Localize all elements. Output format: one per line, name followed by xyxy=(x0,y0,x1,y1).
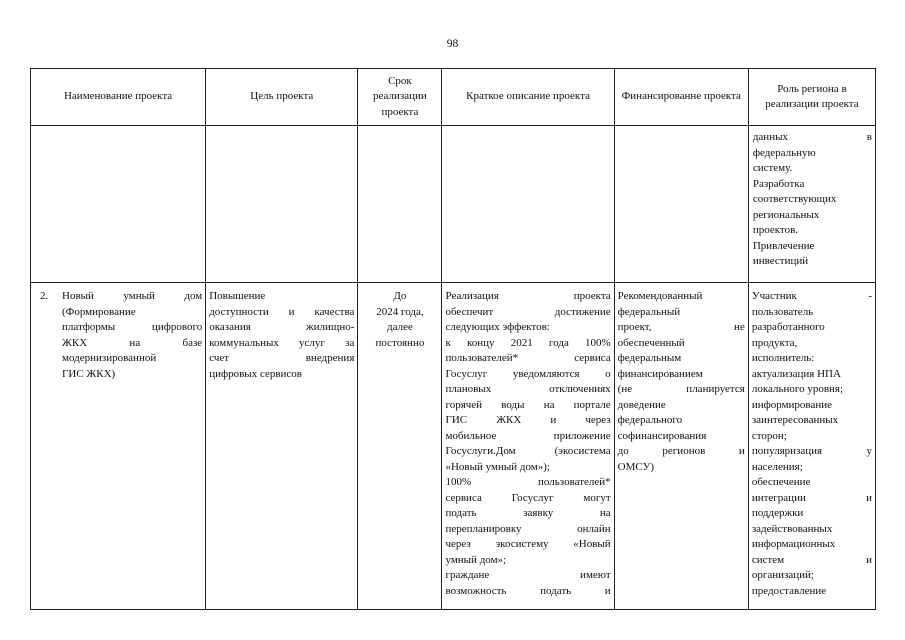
text-line: соответствующих xyxy=(752,193,837,205)
text-line: пользователь xyxy=(751,305,814,318)
text-line: оказания жилищно- xyxy=(209,321,355,333)
text-line: Разработка xyxy=(752,177,805,190)
text-line: через экосистему «Новый xyxy=(445,538,611,550)
cell-empty xyxy=(358,126,442,283)
cell-empty xyxy=(614,126,748,283)
text-line: обеспеченный xyxy=(617,336,685,349)
text-line: финансированием xyxy=(617,367,703,380)
text-line: Рекомендованный xyxy=(617,290,703,302)
text-line: Реализация проекта xyxy=(445,290,611,302)
text-line: исполнитель: xyxy=(751,352,815,364)
text-line: умный дом»; xyxy=(445,553,507,566)
row-number: 2. xyxy=(40,290,49,302)
cell-region-role-continued xyxy=(748,126,875,283)
text-line: ГИС ЖКХ и через xyxy=(445,414,611,426)
page-number: 98 xyxy=(446,38,459,50)
text-line: поддержки xyxy=(751,507,804,519)
text-line: локального уровня; xyxy=(751,383,844,395)
text-line: мобильное приложение xyxy=(445,429,611,442)
cell-project-financing xyxy=(614,283,748,610)
text-line: проект, не xyxy=(617,321,745,333)
text-line: платформы цифрового xyxy=(62,321,203,333)
text-line: федеральную xyxy=(752,146,816,159)
text-line: Новый умный дом xyxy=(62,290,203,302)
text-line: следующих эффектов: xyxy=(445,321,550,333)
text-line: федерального xyxy=(617,414,683,426)
text-line: цифровых сервисов xyxy=(209,367,302,380)
text-line: продукта, xyxy=(751,336,798,349)
text-line: коммунальных услуг за xyxy=(209,336,355,349)
text-line: разработанного xyxy=(751,321,825,333)
header-region-role: Роль региона в реализации проекта xyxy=(748,69,875,126)
cell-region-role xyxy=(748,283,875,610)
text-line: доведение xyxy=(617,398,666,411)
text-line: до регионов и xyxy=(617,445,745,457)
text-line: ОМСУ) xyxy=(617,460,655,473)
text-line: Привлечение xyxy=(752,239,815,252)
text-line: 2024 года, xyxy=(376,305,424,318)
text-line: ГИС ЖКХ) xyxy=(62,367,116,380)
text-line: Госуслуг уведомляются о xyxy=(445,367,611,380)
text-line: актуализация НПА xyxy=(751,367,841,380)
text-line: доступности и качества xyxy=(209,305,355,318)
text-line: Госуслуги.Дом (экосистема xyxy=(445,445,611,457)
text-line: Повышение xyxy=(209,290,266,302)
text-line: систем и xyxy=(751,553,872,566)
text-line: сторон; xyxy=(751,429,787,442)
cell-project-term xyxy=(358,283,442,610)
text-line: обеспечит достижение xyxy=(445,305,611,318)
text-line: счет внедрения xyxy=(209,352,355,364)
text-line: предоставление xyxy=(751,584,827,597)
text-line: федеральным xyxy=(617,352,682,364)
text-line: софинансирования xyxy=(617,429,707,442)
text-line: региональных xyxy=(752,208,820,221)
cell-empty xyxy=(442,126,614,283)
text-line: интеграции и xyxy=(751,491,872,504)
cell-project-goal xyxy=(206,283,358,610)
text-line: федеральный xyxy=(617,305,681,318)
header-project-financing: Финансированне проекта xyxy=(614,69,748,126)
text-line: организаций; xyxy=(751,569,814,581)
header-project-goal: Цель проекта xyxy=(206,69,358,126)
text-line: возможность подать и xyxy=(445,584,611,597)
text-line: данных в xyxy=(752,131,872,143)
cell-empty xyxy=(206,126,358,283)
projects-table xyxy=(30,68,876,610)
text-line: ЖКХ на базе xyxy=(62,336,203,349)
text-line: заинтересованных xyxy=(751,414,839,426)
table-row-new-smart-home xyxy=(31,283,876,610)
text-line: информационных xyxy=(751,538,836,550)
text-line: постоянно xyxy=(375,336,425,349)
header-project-term: Срок реализации проекта xyxy=(358,69,442,126)
table-row-continuation xyxy=(31,126,876,283)
header-project-description: Краткое описание проекта xyxy=(442,69,614,126)
text-line: инвестиций xyxy=(752,255,809,267)
text-line: граждане имеют xyxy=(445,569,611,581)
text-line: До xyxy=(393,290,407,302)
header-project-name: Наименование проекта xyxy=(31,69,206,126)
text-line: 100% пользователей* xyxy=(445,476,611,488)
text-line: перепланировку онлайн xyxy=(445,522,611,535)
text-line: (Формирование xyxy=(62,305,136,318)
cell-project-name xyxy=(31,283,206,610)
text-line: информирование xyxy=(751,398,832,411)
cell-empty xyxy=(31,126,206,283)
text-line: популяризация у xyxy=(751,445,872,457)
text-line: подать заявку на xyxy=(445,507,611,519)
text-line: систему. xyxy=(752,162,793,174)
table-header-row xyxy=(31,69,876,126)
text-line: задействованных xyxy=(751,522,833,535)
text-line: к концу 2021 года 100% xyxy=(445,336,611,349)
text-line: проектов. xyxy=(752,224,799,236)
text-line: населения; xyxy=(751,460,803,473)
text-line: Участник - xyxy=(751,290,872,302)
text-line: пользователей* сервиса xyxy=(445,352,611,364)
text-line: сервиса Госуслуг могут xyxy=(445,491,611,504)
text-line: модернизированной xyxy=(62,352,157,364)
text-line: обеспечение xyxy=(751,476,811,488)
text-line: плановых отключениях xyxy=(445,383,611,395)
text-line: горячей воды на портале xyxy=(445,398,611,411)
text-line: «Новый умный дом»); xyxy=(445,460,550,473)
text-line: (не планируется xyxy=(617,383,745,395)
cell-project-description xyxy=(442,283,614,610)
text-line: далее xyxy=(387,321,413,333)
